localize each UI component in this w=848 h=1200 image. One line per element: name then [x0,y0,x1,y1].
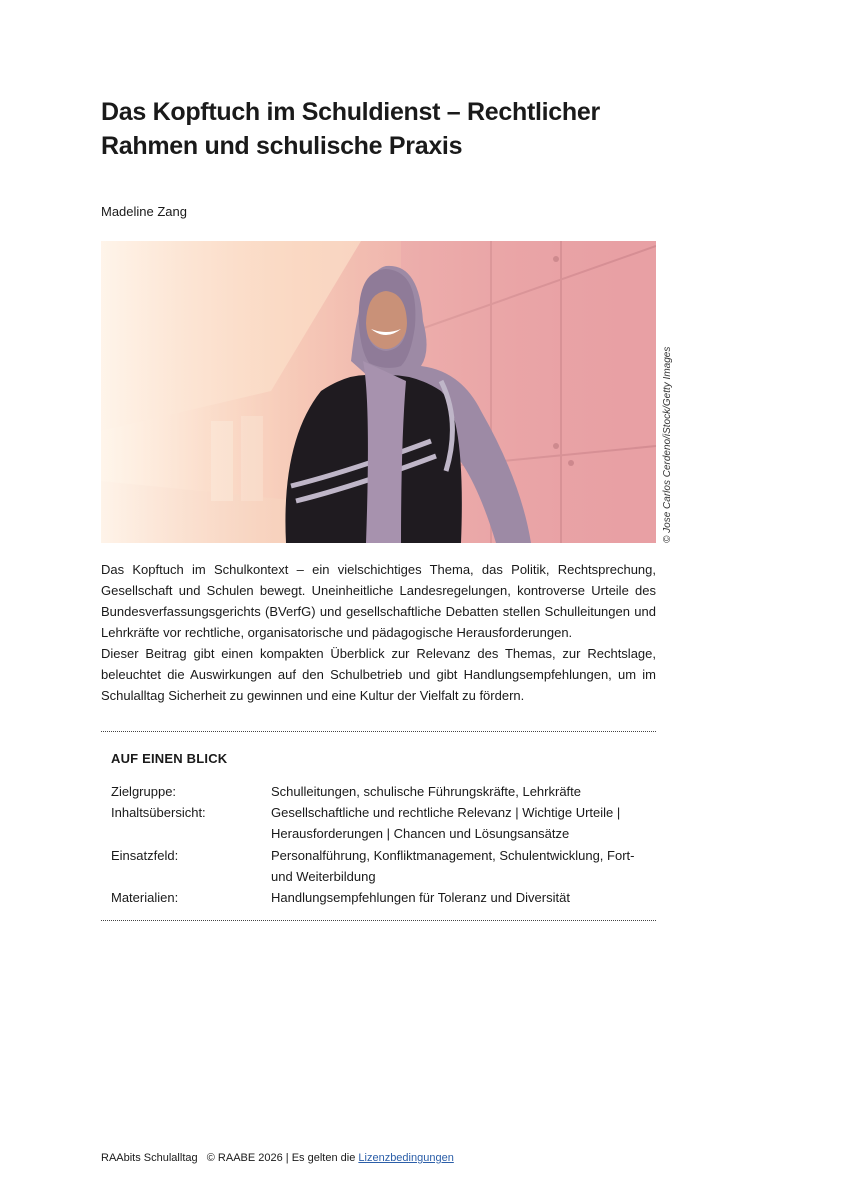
glance-value: Handlungsempfehlungen für Toleranz und Diversität [271,890,570,905]
intro-paragraph-2: Dieser Beitrag gibt einen kompakten Überblick zur Relevanz des Themas, zur Rechtslage, beleuchtet die Auswirkungen auf den Schulbetrieb und gibt Handlungsempfehlungen, um im Schulalltag Sicherheit zu gewinnen und eine Kultur der Vielfalt zu fördern. [101,646,656,703]
glance-value: Schulleitungen, schulische Führungskräfte, Lehrkräfte [271,784,582,799]
cover-photo [101,241,656,543]
photo-credit: © Jose Carlos Cerdeno/iStock/Getty Images [662,346,673,543]
glance-label: Einsatzfeld: [111,848,179,863]
page-footer [101,1152,454,1164]
divider-bottom [101,920,656,921]
at-a-glance-heading: AUF EINEN BLICK [111,751,228,766]
photo-illustration [101,241,656,543]
footer-text: RAAbits Schulalltag © RAABE 2026 | Es gelten die [101,1152,356,1164]
glance-value: Personalführung, Konfliktmanagement, Schulentwicklung, Fort- und Weiterbildung [271,848,635,884]
intro-paragraph-1: Das Kopftuch im Schulkontext – ein vielschichtiges Thema, das Politik, Rechtsprechung, Gesellschaft und Schulen bewegt. Uneinheitliche Landesregelungen, kontroverse Urteile des Bundesverfassungsgerichts (BVerfG) und gesellschaftliche Debatten stellen Schulleitungen und Lehrkräfte vor rechtliche, organisatorische und pädagogische Herausforderungen. [101,562,656,640]
intro-text [101,559,656,706]
glance-label: Inhaltsübersicht: [111,805,206,820]
glance-label: Materialien: [111,890,179,905]
article-title: Das Kopftuch im Schuldienst – Rechtlicher Rahmen und schulische Praxis [101,98,600,160]
author-name: Madeline Zang [101,204,187,219]
license-link[interactable]: Lizenzbedingungen [358,1152,454,1164]
glance-value: Gesellschaftliche und rechtliche Relevanz | Wichtige Urteile | Herausforderungen | Chancen und Lösungsansätze [271,805,621,841]
divider-top [101,731,656,732]
glance-label: Zielgruppe: [111,784,177,799]
